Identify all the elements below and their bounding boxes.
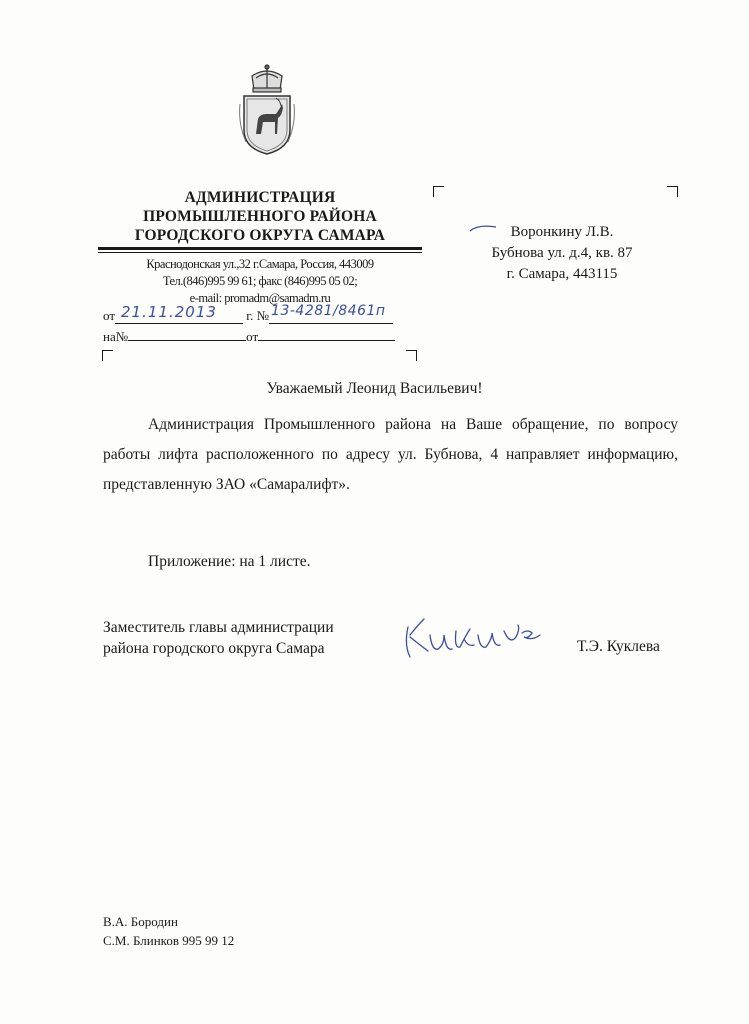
org-email: e-mail: promadm@samadm.ru bbox=[189, 291, 331, 305]
number-field bbox=[269, 303, 393, 324]
reply-to-label: на№ bbox=[103, 329, 129, 344]
letter-body bbox=[103, 410, 678, 500]
attachment-note: Приложение: на 1 листе. bbox=[148, 553, 311, 570]
corner-mark-left bbox=[102, 350, 113, 361]
executor-line-2: С.М. Блинков 995 99 12 bbox=[103, 933, 235, 948]
recipient-name: Воронкину Л.В. bbox=[510, 224, 614, 240]
org-phone: Тел.(846)995 99 61; факс (846)995 05 02; bbox=[162, 274, 358, 288]
signatory-title-line-2: района городского округа Самара bbox=[103, 640, 325, 657]
corner-mark-right bbox=[406, 350, 417, 361]
date-field bbox=[115, 303, 243, 324]
organization-name bbox=[95, 188, 425, 245]
recipient-city: г. Самара, 443115 bbox=[506, 266, 618, 282]
handwritten-date: 21.11.2013 bbox=[121, 303, 217, 321]
executors-block bbox=[103, 912, 234, 950]
reply-date-label: от bbox=[246, 329, 259, 344]
signatory-title-line-1: Заместитель главы администрации bbox=[103, 619, 334, 636]
year-number-label: г. № bbox=[246, 308, 270, 323]
signatory-title bbox=[103, 617, 334, 659]
handwritten-number: 13-4281/8461п bbox=[271, 303, 386, 319]
recipient-corner-right bbox=[667, 186, 678, 197]
org-line-1: АДМИНИСТРАЦИЯ bbox=[184, 189, 336, 206]
recipient-corner-left bbox=[433, 186, 444, 197]
from-label: от bbox=[103, 308, 116, 323]
executor-line-1: В.А. Бородин bbox=[103, 914, 178, 929]
registration-line-2 bbox=[103, 328, 423, 345]
registration-line-1 bbox=[103, 303, 423, 324]
letterhead-rule-thick bbox=[98, 247, 422, 250]
org-line-2: ПРОМЫШЛЕННОГО РАЙОНА bbox=[143, 208, 377, 225]
reply-date-field bbox=[258, 328, 395, 341]
pen-mark bbox=[468, 222, 498, 234]
signatory-name: Т.Э. Куклева bbox=[577, 638, 660, 655]
letter-body-paragraph: Администрация Промышленного района на Ваше обращение, по вопросу работы лифта расположенного по адресу ул. Бубнова, 4 направляет информацию, представленную ЗАО «Самаралифт». bbox=[103, 416, 678, 493]
handwritten-signature bbox=[400, 605, 560, 665]
reply-to-number-field bbox=[128, 328, 246, 341]
org-line-3: ГОРОДСКОГО ОКРУГА САМАРА bbox=[134, 227, 386, 244]
org-address: Краснодонская ул.,32 г.Самара, Россия, 443009 bbox=[146, 257, 374, 271]
letterhead-contacts bbox=[98, 256, 422, 307]
letterhead-rule-thin bbox=[98, 252, 422, 253]
coat-of-arms-emblem bbox=[236, 64, 298, 156]
letter-greeting: Уважаемый Леонид Васильевич! bbox=[266, 380, 483, 397]
recipient-street: Бубнова ул. д.4, кв. 87 bbox=[491, 245, 633, 261]
